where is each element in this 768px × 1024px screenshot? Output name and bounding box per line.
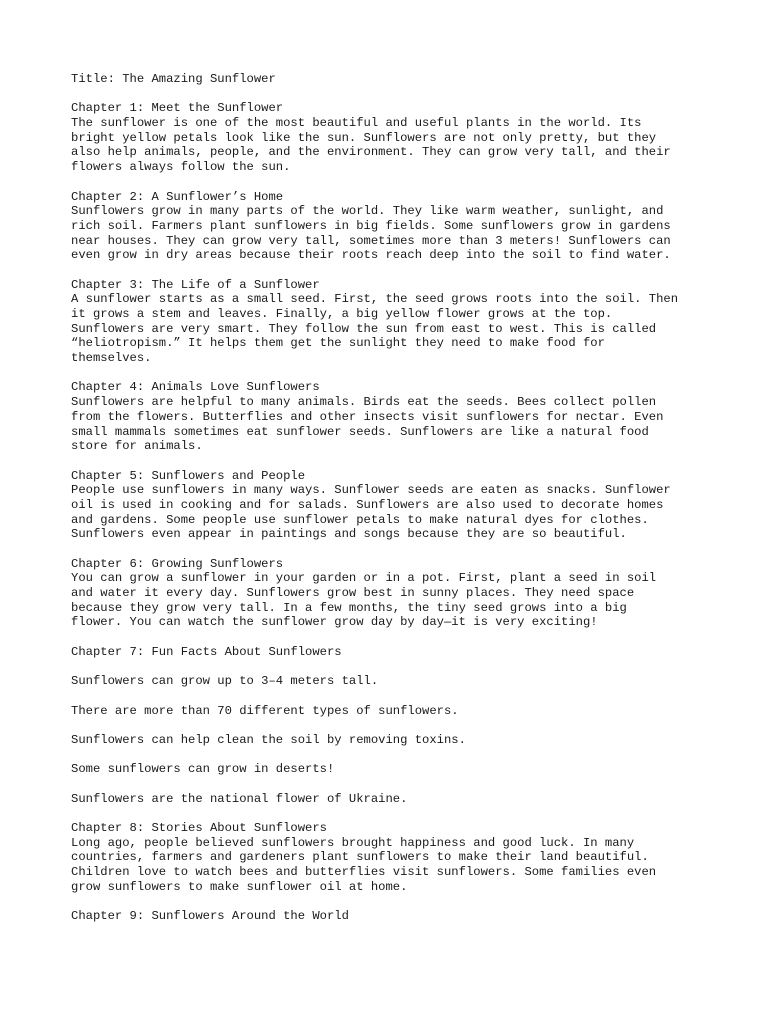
chapter-6-text-line: You can grow a sunflower in your garden or in a pot. First, plant a seed in soil xyxy=(71,571,657,586)
chapter-2-heading: Chapter 2: A Sunflower’s Home xyxy=(71,189,284,204)
chapter-4-text-line: small mammals sometimes eat sunflower seeds. Sunflowers are like a natural food xyxy=(71,424,649,439)
paragraph-gap xyxy=(71,660,731,675)
chapter-2-text-line: near houses. They can grow very tall, sometimes more than 3 meters! Sunflowers can xyxy=(71,233,671,248)
chapter-1-text-line: flowers always follow the sun. xyxy=(71,160,291,175)
chapter-8-heading: Chapter 8: Stories About Sunflowers xyxy=(71,821,327,836)
chapter-3-text-line: themselves. xyxy=(71,351,152,366)
chapter-7-heading: Chapter 7: Fun Facts About Sunflowers xyxy=(71,644,342,659)
chapter-8-text-line: Children love to watch bees and butterflies visit sunflowers. Some families even xyxy=(71,865,657,880)
chapter-1-text-line: also help animals, people, and the environment. They can grow very tall, and their xyxy=(71,145,671,160)
paragraph-gap xyxy=(71,454,731,469)
fun-fact-item: There are more than 70 different types of sunflowers. xyxy=(71,703,459,718)
paragraph-gap xyxy=(71,689,731,704)
paragraph-gap xyxy=(71,718,731,733)
chapter-5-text-line: People use sunflowers in many ways. Sunflower seeds are eaten as snacks. Sunflower xyxy=(71,483,671,498)
chapter-1-heading: Chapter 1: Meet the Sunflower xyxy=(71,101,284,116)
chapter-2-text-line: even grow in dry areas because their roots reach deep into the soil to find water. xyxy=(71,248,671,263)
fun-fact-item: Sunflowers are the national flower of Ukraine. xyxy=(71,791,408,806)
chapter-5-heading: Chapter 5: Sunflowers and People xyxy=(71,468,306,483)
chapter-1-text-line: bright yellow petals look like the sun. Sunflowers are not only pretty, but they xyxy=(71,130,657,145)
chapter-2-text-line: Sunflowers grow in many parts of the world. They like warm weather, sunlight, and xyxy=(71,204,664,219)
paragraph-gap xyxy=(71,175,731,190)
chapter-6-text-line: because they grow very tall. In a few months, the tiny seed grows into a big xyxy=(71,600,627,615)
chapter-8-text-line: Long ago, people believed sunflowers brought happiness and good luck. In many xyxy=(71,835,635,850)
chapter-3-text-line: Sunflowers are very smart. They follow the sun from east to west. This is called xyxy=(71,321,657,336)
chapter-8-text-line: countries, farmers and gardeners plant sunflowers to make their land beautiful. xyxy=(71,850,649,865)
chapter-3-text-line: “heliotropism.” It helps them get the sunlight they need to make food for xyxy=(71,336,605,351)
chapter-3-text-line: it grows a stem and leaves. Finally, a big yellow flower grows at the top. xyxy=(71,307,613,321)
chapter-4-text-line: store for animals. xyxy=(71,439,203,454)
paragraph-gap xyxy=(71,630,731,645)
paragraph-gap xyxy=(71,895,731,910)
chapter-6-text-line: and water it every day. Sunflowers grow best in sunny places. They need space xyxy=(71,586,635,601)
paragraph-gap xyxy=(71,806,731,821)
chapter-5-text-line: oil is used in cooking and for salads. Sunflowers are also used to decorate homes xyxy=(71,497,664,512)
chapter-6-text-line: flower. You can watch the sunflower grow day by day—it is very exciting! xyxy=(71,615,598,630)
chapter-1-text-line: The sunflower is one of the most beautiful and useful plants in the world. Its xyxy=(71,116,642,131)
fun-fact-item: Sunflowers can help clean the soil by removing toxins. xyxy=(71,732,466,747)
chapter-3-heading: Chapter 3: The Life of a Sunflower xyxy=(71,277,320,292)
document-title: Title: The Amazing Sunflower xyxy=(71,72,276,86)
chapter-2-text-line: rich soil. Farmers plant sunflowers in big fields. Some sunflowers grow in gardens xyxy=(71,218,671,233)
chapter-4-text-line: from the flowers. Butterflies and other insects visit sunflowers for nectar. Even xyxy=(71,409,664,424)
paragraph-gap xyxy=(71,748,731,763)
paragraph-gap xyxy=(71,87,731,102)
chapter-4-text-line: Sunflowers are helpful to many animals. Birds eat the seeds. Bees collect pollen xyxy=(71,395,657,410)
chapter-8-text-line: grow sunflowers to make sunflower oil at home. xyxy=(71,879,408,894)
chapter-3-text-line: A sunflower starts as a small seed. First, the seed grows roots into the soil. Then xyxy=(71,292,679,307)
paragraph-gap xyxy=(71,542,731,557)
paragraph-gap xyxy=(71,263,731,278)
chapter-6-heading: Chapter 6: Growing Sunflowers xyxy=(71,556,284,571)
fun-fact-item: Some sunflowers can grow in deserts! xyxy=(71,762,335,777)
paragraph-gap xyxy=(71,777,731,792)
document-body xyxy=(71,72,731,924)
chapter-9-heading: Chapter 9: Sunflowers Around the World xyxy=(71,909,349,924)
chapter-5-text-line: Sunflowers even appear in paintings and songs because they are so beautiful. xyxy=(71,527,627,542)
paragraph-gap xyxy=(71,366,731,381)
fun-fact-item: Sunflowers can grow up to 3–4 meters tall. xyxy=(71,674,379,689)
chapter-5-text-line: and gardens. Some people use sunflower petals to make natural dyes for clothes. xyxy=(71,512,649,527)
chapter-4-heading: Chapter 4: Animals Love Sunflowers xyxy=(71,380,320,395)
